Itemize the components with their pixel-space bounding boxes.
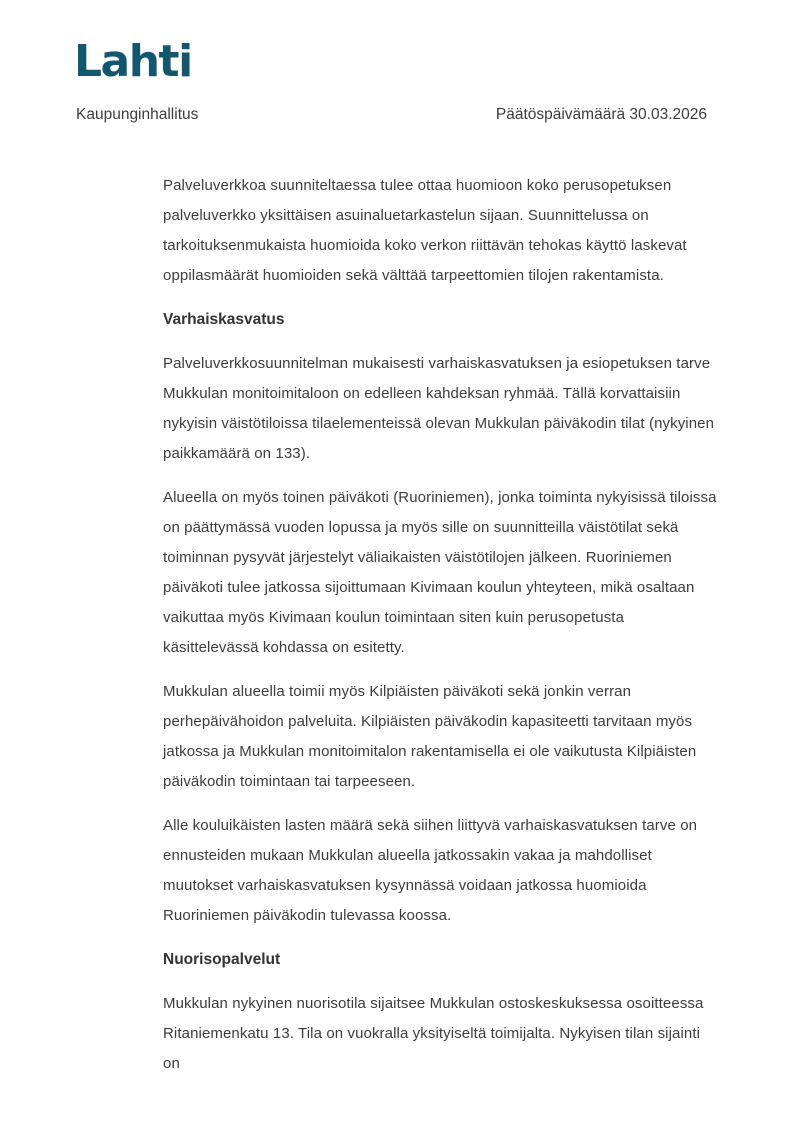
section-heading-nuorisopalvelut: Nuorisopalvelut xyxy=(163,951,281,968)
paragraph-nuorisotila: Mukkulan nykyinen nuorisotila sijaitsee Mukkulan ostoskeskuksessa osoitteessa Ritaniemenkatu 13. Tila on vuokralla yksityiseltä toimijalta. Nykyisen tilan sijainti on xyxy=(163,995,704,1072)
section-heading-varhaiskasvatus: Varhaiskasvatus xyxy=(163,311,285,328)
header-org-name: Kaupunginhallitus xyxy=(76,106,199,123)
paragraph-lasten-maara: Alle kouluikäisten lasten määrä sekä siihen liittyvä varhaiskasvatuksen tarve on ennusteiden mukaan Mukkulan alueella jatkossakin vakaa ja mahdolliset muutokset varhaiskasvatuksen kysynnässä voidaan jatkossa huomioida Ruoriniemen päiväkodin tulevassa koossa. xyxy=(163,817,698,924)
paragraph-palveluverkko: Palveluverkkoa suunniteltaessa tulee ottaa huomioon koko perusopetuksen palveluverkko yksittäisen asuinaluetarkastelun sijaan. Suunnittelussa on tarkoituksenmukaista huomioida koko verkon riittävän tehokas käyttö laskevat oppilasmäärät huomioiden sekä välttää tarpeettomien tilojen rakentamista. xyxy=(163,177,687,284)
header-decision-date: Päätöspäivämäärä 30.03.2026 xyxy=(495,106,707,123)
paragraph-palveluverkkosuunnitelma: Palveluverkkosuunnitelman mukaisesti varhaiskasvatuksen ja esiopetuksen tarve Mukkulan monitoimitaloon on edelleen kahdeksan ryhmää. Tällä korvattaisiin nykyisin väistötiloissa tilaelementeissä olevan Mukkulan päiväkodin tilat (nykyinen paikkamäärä on 133). xyxy=(163,355,715,462)
document-body xyxy=(163,171,718,1093)
paragraph-ruoriniemen-paivakoti: Alueella on myös toinen päiväkoti (Ruoriniemen), jonka toiminta nykyisissä tiloissa on päättymässä vuoden lopussa ja myös sille on suunnitteilla väistötilat sekä toiminnan pysyvät järjestelyt väliaikaisten väistötilojen jälkeen. Ruoriniemen päiväkoti tulee jatkossa sijoittumaan Kivimaan koulun yhteyteen, mikä osaltaan vaikuttaa myös Kivimaan koulun toimintaan siten kuin perusopetusta käsittelevässä kohdassa on esitetty. xyxy=(163,489,717,656)
document-header xyxy=(76,106,707,124)
lahti-logo: Lahti xyxy=(74,36,192,87)
paragraph-kilpiaisten-paivakoti: Mukkulan alueella toimii myös Kilpiäisten päiväkoti sekä jonkin verran perhepäivähoidon palveluita. Kilpiäisten päiväkodin kapasiteetti tarvitaan myös jatkossa ja Mukkulan monitoimitalon rakentamisella ei ole vaikutusta Kilpiäisten päiväkodin toimintaan tai tarpeeseen. xyxy=(163,683,697,790)
